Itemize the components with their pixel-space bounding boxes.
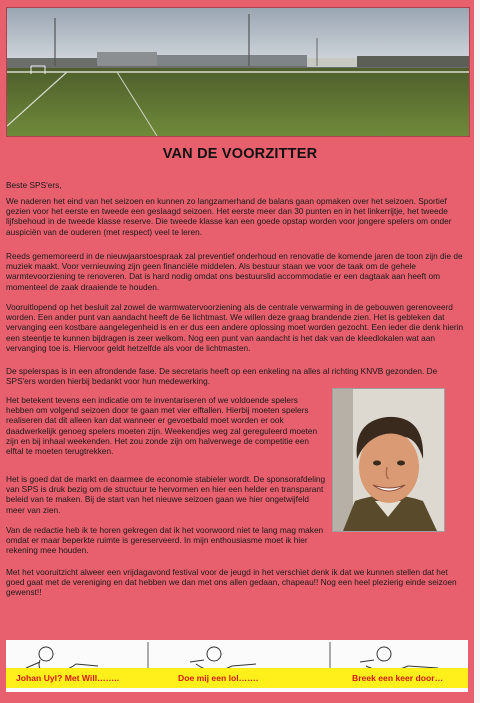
paragraph-sponsors: Het is goed dat de markt en daarmee de economie stabieler wordt. De sponsorafdeling van SPS is druk bezig om de structuur te hervormen en hier een helder en transparant beleid van te maken. Bij de start van het nieuwe seizoen gaan we hier ongetwijfeld meer van zien. (6, 474, 326, 515)
paragraph-renovation: Reeds gememoreerd in de nieuwjaarstoespraak zal preventief onderhoud en renovatie de komende jaren de toon zijn die de muziek maakt. Voor vernieuwing zijn geen financiële middelen. Als bestuur staan we voor de taak om de gehele warmtevoorziening te renoveren. Dat is hard nodig omdat ons bestuurslid accommodatie er een dagtaak aan heeft om momenteel de zaak draaiende te houden. (6, 251, 463, 292)
caption-1: Johan Uyl? Met Will…….. (16, 673, 120, 683)
paragraph-heating: Vooruitlopend op het besluit zal zowel de warmwatervoorziening als de centrale verwarming in de gebouwen gerenoveerd worden. Een ander punt van aandacht heeft de 6e lichtmast. We willen deze graag brandende zien. Het is gebleken dat vervanging een kostbare aangelegenheid is en er dus een andere oplossing moet worden gezocht. Een ieder die denk hierin een steentje te kunnen bijdragen is zeer welkom. Nog een punt van aandacht is het dak van de kleedlokalen wat aan vervanging toe is. Hiervoor geldt hetzelfde als voor de lichtmasten. (6, 302, 464, 353)
chairman-portrait (332, 388, 445, 532)
paragraph-season: We naderen het eind van het seizoen en kunnen zo langzamerhand de balans gaan opmaken over het seizoen. Sportief gezien voor het eerste en tweede een geslaagd seizoen. Het eerste meer dan 30 punten en in het linkerrijtje, het tweede lijfsbehoud in de tweede klasse reserve. Die tweede klasse kan een goede opstap worden voor jongere spelers om onder auspiciën van de ouderen (met respect) veel te leren. (6, 196, 452, 237)
cartoon-figure-2-icon (190, 647, 256, 671)
paragraph-teams: Het betekent tevens een indicatie om te inventariseren of we voldoende spelers hebben om volgend seizoen door te gaan met vier elftallen. Hierbij moeten spelers realiseren dat dit alleen kan dat wanneer er gevoetbald moet worden er ook daadwerkelijk genoeg spelers moeten zijn. Weekendjes weg zal gereguleerd moeten zijn en bij inhaal weekenden. Het zou zonde zijn om halverwege de competitie een elftal te moeten terugtrekken. (6, 395, 318, 457)
paragraph-editorial: Van de redactie heb ik te horen gekregen dat ik het voorwoord niet te lang mag maken omdat er maar beperkte ruimte is gereserveerd. In mijn enthousiasme moet ik hier rekening mee houden. (6, 525, 324, 556)
page-title: VAN DE VOORZITTER (162, 146, 318, 162)
football-field-photo (6, 7, 470, 137)
caption-2: Doe mij een lol……. (178, 673, 259, 683)
paragraph-closing: Met het vooruitzicht alweer een vrijdagavond festival voor de jeugd in het verschiet denk ik dat we kunnen stellen dat het goed gaat met de vereniging en dat hebben we dan met ons allen gedaan, chapeau!! Nog een heel plezierig einde seizoen gewenst!! (6, 567, 457, 598)
greeting: Beste SPS'ers, (6, 180, 62, 190)
paragraph-player-pass: De spelerspas is in een afrondende fase. De secretaris heeft op een enkeling na alles al richting KNVB gezonden. De SPS'ers worden hierbij bedankt voor hun medewerking. (6, 366, 438, 387)
caption-3: Breek een keer door… (352, 673, 444, 683)
